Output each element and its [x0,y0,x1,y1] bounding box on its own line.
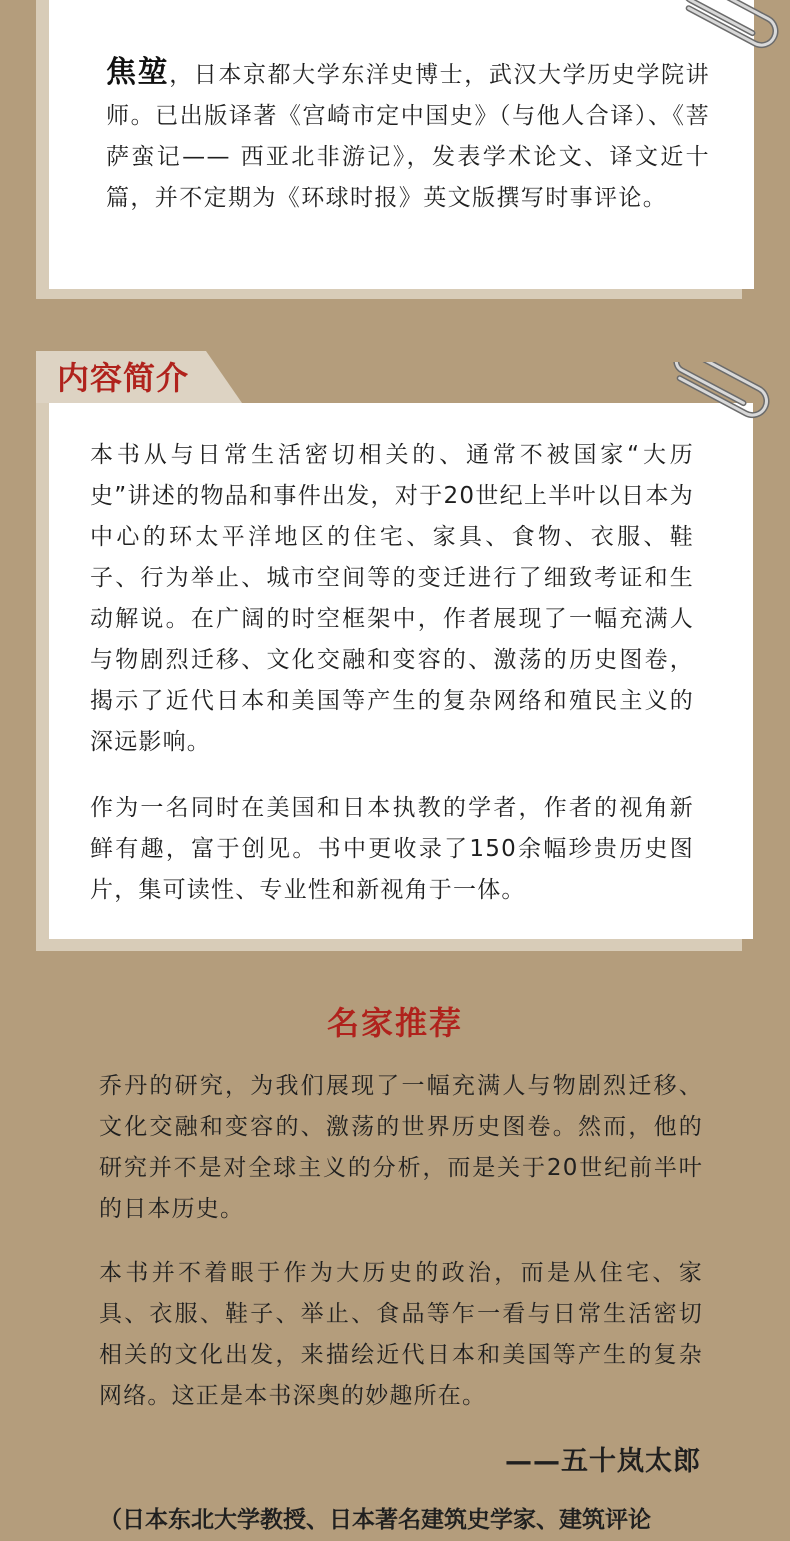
intro-section-title: 内容简介 [57,359,190,397]
intro-card [49,403,753,939]
recommendation-paragraph: 乔丹的研究，为我们展现了一幅充满人与物剧烈迁移、文化交融和变容的、激荡的世界历史图卷。然而，他的研究并不是对全球主义的分析，而是关于20世纪前半叶的日本历史。 [99,1073,703,1222]
author-bio [106,52,710,219]
recommender-signature: ——五十岚太郎 [505,1446,701,1477]
intro-paragraph: 作为一名同时在美国和日本执教的学者，作者的视角新鲜有趣，富于创见。书中更收录了150余幅珍贵历史图片，集可读性、专业性和新视角于一体。 [90,795,694,903]
paperclip-icon [664,0,784,62]
author-name: 焦堃 [106,55,170,90]
recommendation-paragraph: 本书并不着眼于作为大历史的政治，而是从住宅、家具、衣服、鞋子、举止、食品等乍一看与日常生活密切相关的文化出发，来描绘近代日本和美国等产生的复杂网络。这正是本书深奥的妙趣所在。 [99,1260,703,1409]
intro-paragraph: 本书从与日常生活密切相关的、通常不被国家“大历史”讲述的物品和事件出发，对于20世纪上半叶以日本为中心的环太平洋地区的住宅、家具、食物、衣服、鞋子、行为举止、城市空间等的变迁进行了细致考证和生动解说。在广阔的时空框架中，作者展现了一幅充满人与物剧烈迁移、文化交融和变容的、激荡的历史图卷，揭示了近代日本和美国等产生的复杂网络和殖民主义的深远影响。 [90,442,694,755]
recommender-affiliation: （日本东北大学教授、日本著名建筑史学家、建筑评论 [99,1507,651,1533]
author-bio-text: ，日本京都大学东洋史博士，武汉大学历史学院讲师。已出版译著《宫崎市定中国史》（与他人合译）、《菩萨蛮记—— 西亚北非游记》，发表学术论文、译文近十篇，并不定期为《环球时报》英文版撰写时事评论。 [106,62,710,211]
paperclip-icon [655,362,775,432]
author-card [49,0,754,289]
recommendation-section-title: 名家推荐 [326,1004,463,1042]
